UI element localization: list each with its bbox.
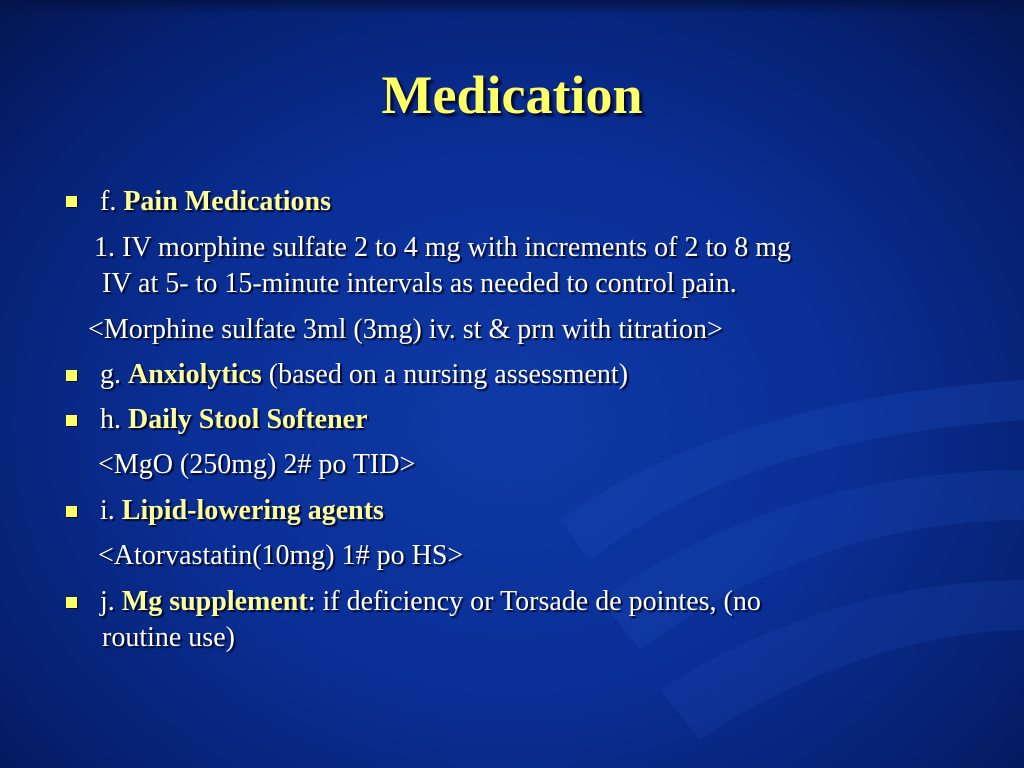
bullet-i-note: <Atorvastatin(10mg) 1# po HS> [98,540,464,571]
bullet-square-icon [66,370,77,381]
bullet-square-icon [66,415,77,426]
bullet-f-detail-line2: IV at 5- to 15-minute intervals as needed to control pain. [102,268,737,299]
bullet-f [100,184,331,220]
bullet-square-icon [66,196,77,207]
bullet-j [100,584,761,620]
bullet-f-note: <Morphine sulfate 3ml (3mg) iv. st & prn with titration> [88,314,723,345]
bullet-g-prefix: g. [100,359,121,390]
bullet-f-heading: Pain Medications [123,186,331,217]
bullet-h [100,402,368,438]
bullet-i [100,493,384,529]
bullet-square-icon [66,597,77,608]
bullet-h-prefix: h. [100,404,121,435]
bullet-g [100,357,628,393]
bullet-j-prefix: j. [100,586,115,617]
bullet-j-heading: Mg supplement [121,586,308,617]
slide-title: Medication [381,65,643,125]
bullet-square-icon [66,506,77,517]
bullet-j-rest-line1: : if deficiency or Torsade de pointes, (no [307,586,761,617]
bullet-f-prefix: f. [100,186,117,217]
bullet-h-note: <MgO (250mg) 2# po TID> [98,449,416,480]
bullet-i-heading: Lipid-lowering agents [121,495,384,526]
bullet-f-detail-line1: 1. IV morphine sulfate 2 to 4 mg with increments of 2 to 8 mg [94,232,792,263]
bullet-g-rest: (based on a nursing assessment) [268,359,629,390]
bullet-h-heading: Daily Stool Softener [128,404,368,435]
bullet-i-prefix: i. [100,495,115,526]
bullet-j-rest-line2: routine use) [102,622,235,653]
bullet-g-heading: Anxiolytics [128,359,262,390]
